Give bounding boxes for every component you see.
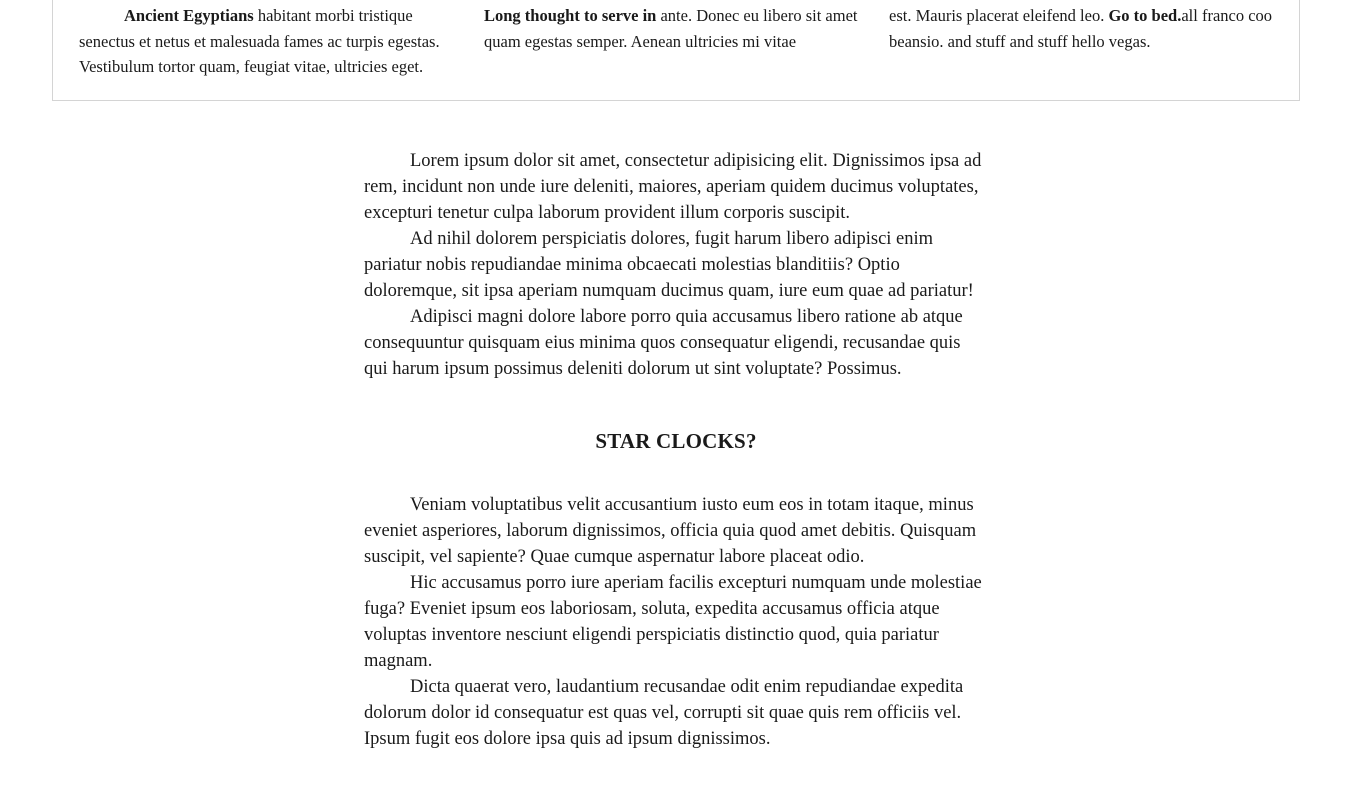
summary-paragraph-3 xyxy=(889,3,1273,54)
article-paragraph: Ad nihil dolorem perspiciatis dolores, fugit harum libero adipisci enim pariatur nobis repudiandae minima obcaecati molestias blanditiis? Optio doloremque, sit ipsa aperiam numquam ducimus quam, iure eum quae ad pariatur! xyxy=(364,229,974,301)
article-paragraph: Adipisci magni dolore labore porro quia accusamus libero ratione ab atque consequuntur quisquam eius minima quos consequatur eligendi, recusandae quis qui harum ipsum possimus deleniti dolorum ut sint voluptate? Possimus. xyxy=(364,307,963,379)
summary-lead-2: Long thought to serve in xyxy=(484,6,657,25)
summary-text-3a: est. Mauris placerat eleifend leo. xyxy=(889,6,1109,25)
article-paragraph: Dicta quaerat vero, laudantium recusandae odit enim repudiandae expedita dolorum dolor id consequatur est quas vel, corrupti sit quae quis rem officiis vel. Ipsum fugit eos dolore ipsa quis ad ipsum dignissimos. xyxy=(364,677,964,749)
summary-column-3 xyxy=(889,3,1273,54)
summary-column-2 xyxy=(484,3,868,54)
summary-text-1: habitant morbi tristique senectus et netus et malesuada fames ac turpis egestas. Vestibulum tortor quam, feugiat vitae, ultricies eget. xyxy=(79,6,440,76)
summary-text-3b: all franco coo beansio. and stuff and stuff hello vegas. xyxy=(889,6,1273,51)
section-heading: STAR CLOCKS? xyxy=(595,429,757,453)
top-summary-box xyxy=(52,0,1300,101)
summary-text-2: ante. Donec eu libero sit amet quam egestas semper. Aenean ultricies mi vitae xyxy=(484,6,858,51)
summary-paragraph-2 xyxy=(484,3,868,54)
article-paragraph: Veniam voluptatibus velit accusantium iusto eum eos in totam itaque, minus eveniet asperiores, laborum dignissimos, officia quia quod amet debitis. Quisquam suscipit, vel sapiente? Quae cumque aspernatur labore placeat odio. xyxy=(364,495,977,567)
article-paragraph: Hic accusamus porro iure aperiam facilis excepturi numquam unde molestiae fuga? Eveniet ipsum eos laboriosam, soluta, expedita accusamus officia atque voluptas inventore nesciunt eligendi perspiciatis distinctio quod, quia pariatur magnam. xyxy=(364,573,982,671)
summary-column-1 xyxy=(79,3,463,80)
article-paragraph: Lorem ipsum dolor sit amet, consectetur adipisicing elit. Dignissimos ipsa ad rem, incidunt non unde iure deleniti, maiores, aperiam quidem ducimus voluptates, excepturi tenetur culpa laborum provident illum corporis suscipit. xyxy=(364,151,982,223)
article-body xyxy=(364,148,988,752)
summary-paragraph-1 xyxy=(79,3,463,80)
summary-lead-3: Go to bed. xyxy=(1108,6,1182,25)
summary-lead-1: Ancient Egyptians xyxy=(124,6,254,25)
